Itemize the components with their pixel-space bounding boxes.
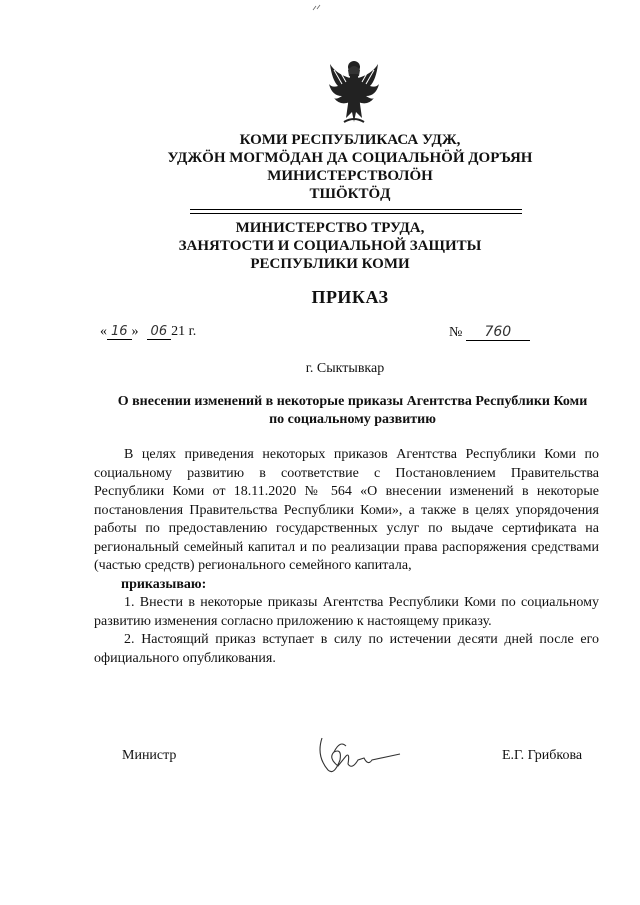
- order-date: [100, 324, 196, 340]
- komi-coat-of-arms-icon: [326, 56, 382, 124]
- komi-header-line-1: КОМИ РЕСПУБЛИКАСА УДЖ,: [239, 132, 461, 148]
- header-divider-thick: [190, 209, 522, 210]
- komi-header-line-3: МИНИСТЕРСТВОЛӦН: [267, 168, 433, 184]
- order-item-1: 1. Внести в некоторые приказы Агентства Республики Коми по социальному развитию изменения согласно приложению к настоящему приказу.: [94, 595, 599, 629]
- number-label: №: [449, 325, 463, 340]
- order-number: [449, 324, 530, 341]
- komi-header-line-4: ТШӦКТӦД: [309, 186, 391, 202]
- komi-header: [30, 131, 640, 203]
- signatory-name: Е.Г. Грибкова: [502, 748, 583, 763]
- document-type-title: ПРИКАЗ: [311, 287, 389, 307]
- ru-header-line-3: РЕСПУБЛИКИ КОМИ: [250, 256, 410, 272]
- date-open-quote: «: [100, 324, 107, 339]
- number-value: 760: [466, 324, 530, 341]
- handwritten-signature: [312, 730, 412, 780]
- preamble: В целях приведения некоторых приказов Агентства Республики Коми по социальному развитию в соответствие с Постановлением Правительства Республики Коми от 18.11.2020 № 564 «О внесении изменений в некоторые постановления Правительства Республики Коми», а также в целях упорядочения работы по предоставлению государственных услуг по выдаче сертификата на региональный семейный капитал и по реализации права распоряжения средствами (частью средств) регионального семейного капитала,: [94, 447, 599, 573]
- date-day: 16: [107, 324, 132, 340]
- date-close-quote: »: [131, 324, 139, 339]
- order-word: приказываю:: [121, 576, 207, 592]
- russian-header: [10, 219, 640, 273]
- date-month: 06: [147, 324, 172, 340]
- city: г. Сыктывкар: [305, 361, 385, 376]
- header-divider-thin: [190, 213, 522, 214]
- ru-header-line-1: МИНИСТЕРСТВО ТРУДА,: [235, 220, 425, 236]
- order-body: [94, 446, 599, 668]
- signatory-position: Министр: [122, 748, 177, 763]
- scan-mark: [312, 4, 322, 12]
- order-item-2: 2. Настоящий приказ вступает в силу по истечении десяти дней после его официального опубликования.: [94, 632, 599, 666]
- date-year: 21 г.: [171, 324, 197, 339]
- order-subject: О внесении изменений в некоторые приказы Агентства Республики Коми по социальному развитию: [117, 394, 588, 427]
- komi-header-line-2: УДЖӦН МОГМӦДАН ДА СОЦИАЛЬНӦЙ ДОРЪЯН: [167, 150, 533, 166]
- ru-header-line-2: ЗАНЯТОСТИ И СОЦИАЛЬНОЙ ЗАЩИТЫ: [178, 238, 482, 254]
